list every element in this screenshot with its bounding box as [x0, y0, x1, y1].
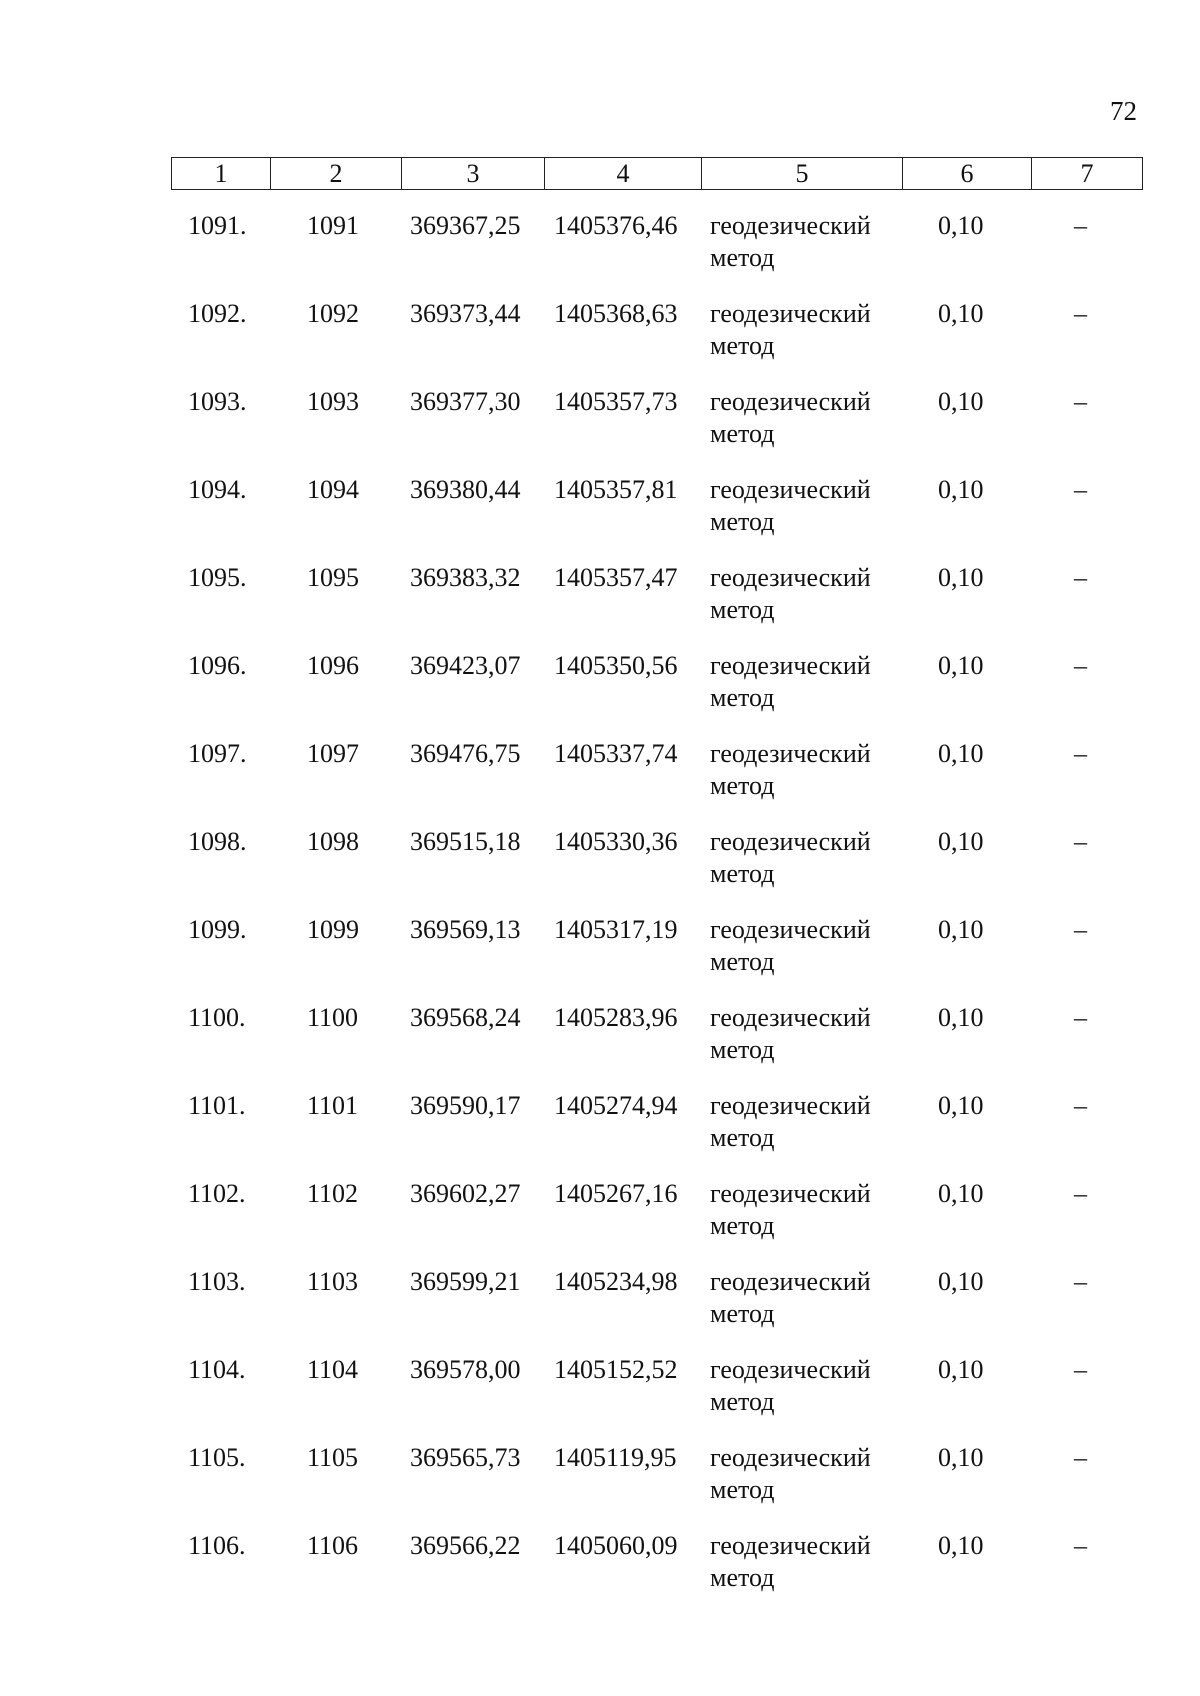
point-number-cell: 1104	[307, 1355, 359, 1384]
method-cell	[710, 1178, 871, 1242]
table-row	[0, 210, 1200, 298]
method-line-1: геодезический	[710, 1179, 871, 1208]
method-line-2: метод	[710, 1475, 775, 1504]
coordinate-x-cell: 369373,44	[410, 299, 521, 328]
coordinate-x-cell: 369515,18	[410, 827, 521, 856]
method-line-2: метод	[710, 1563, 775, 1592]
method-cell	[710, 650, 871, 714]
note-cell: –	[1074, 1091, 1087, 1120]
coordinate-x-cell: 369578,00	[410, 1355, 521, 1384]
coordinate-y-cell: 1405234,98	[554, 1267, 678, 1296]
coordinate-y-cell: 1405267,16	[554, 1179, 678, 1208]
method-line-1: геодезический	[710, 1003, 871, 1032]
coordinate-x-cell: 369380,44	[410, 475, 521, 504]
method-cell	[710, 474, 871, 538]
accuracy-cell: 0,10	[938, 827, 984, 856]
coordinate-y-cell: 1405283,96	[554, 1003, 678, 1032]
table-row	[0, 1090, 1200, 1178]
accuracy-cell: 0,10	[938, 1443, 984, 1472]
accuracy-cell: 0,10	[938, 739, 984, 768]
method-line-2: метод	[710, 595, 775, 624]
note-cell: –	[1074, 387, 1087, 416]
method-line-1: геодезический	[710, 651, 871, 680]
column-header-row	[172, 158, 1143, 190]
point-number-cell: 1094	[307, 475, 359, 504]
accuracy-cell: 0,10	[938, 915, 984, 944]
coordinate-x-cell: 369599,21	[410, 1267, 521, 1296]
coordinate-x-cell: 369476,75	[410, 739, 521, 768]
note-cell: –	[1074, 1531, 1087, 1560]
coordinate-y-cell: 1405357,73	[554, 387, 678, 416]
coordinate-y-cell: 1405060,09	[554, 1531, 678, 1560]
method-line-1: геодезический	[710, 827, 871, 856]
table-row	[0, 474, 1200, 562]
method-line-2: метод	[710, 419, 775, 448]
method-line-2: метод	[710, 947, 775, 976]
point-number-cell: 1099	[307, 915, 359, 944]
method-line-2: метод	[710, 243, 775, 272]
coordinate-x-cell: 369383,32	[410, 563, 521, 592]
note-cell: –	[1074, 827, 1087, 856]
method-line-1: геодезический	[710, 739, 871, 768]
point-number-cell: 1098	[307, 827, 359, 856]
column-header-1: 1	[172, 158, 271, 190]
method-line-2: метод	[710, 771, 775, 800]
accuracy-cell: 0,10	[938, 211, 984, 240]
method-line-2: метод	[710, 859, 775, 888]
row-number-cell: 1094.	[188, 475, 247, 504]
accuracy-cell: 0,10	[938, 1179, 984, 1208]
method-line-1: геодезический	[710, 1267, 871, 1296]
table-row	[0, 298, 1200, 386]
point-number-cell: 1103	[307, 1267, 359, 1296]
method-line-1: геодезический	[710, 563, 871, 592]
coordinate-x-cell: 369569,13	[410, 915, 521, 944]
method-line-1: геодезический	[710, 475, 871, 504]
method-line-2: метод	[710, 331, 775, 360]
method-line-2: метод	[710, 1299, 775, 1328]
row-number-cell: 1103.	[188, 1267, 246, 1296]
accuracy-cell: 0,10	[938, 651, 984, 680]
coordinate-x-cell: 369566,22	[410, 1531, 521, 1560]
accuracy-cell: 0,10	[938, 387, 984, 416]
accuracy-cell: 0,10	[938, 1531, 984, 1560]
row-number-cell: 1092.	[188, 299, 247, 328]
note-cell: –	[1074, 1003, 1087, 1032]
note-cell: –	[1074, 915, 1087, 944]
row-number-cell: 1102.	[188, 1179, 246, 1208]
coordinate-y-cell: 1405119,95	[554, 1443, 677, 1472]
point-number-cell: 1096	[307, 651, 359, 680]
point-number-cell: 1095	[307, 563, 359, 592]
method-cell	[710, 914, 871, 978]
method-cell	[710, 826, 871, 890]
coordinate-y-cell: 1405376,46	[554, 211, 678, 240]
coordinate-y-cell: 1405317,19	[554, 915, 678, 944]
method-line-1: геодезический	[710, 1091, 871, 1120]
accuracy-cell: 0,10	[938, 1267, 984, 1296]
coordinate-y-cell: 1405368,63	[554, 299, 678, 328]
table-row	[0, 826, 1200, 914]
method-cell	[710, 1530, 871, 1594]
point-number-cell: 1093	[307, 387, 359, 416]
method-cell	[710, 210, 871, 274]
row-number-cell: 1104.	[188, 1355, 246, 1384]
column-header-5: 5	[702, 158, 903, 190]
method-line-2: метод	[710, 507, 775, 536]
method-cell	[710, 1442, 871, 1506]
row-number-cell: 1106.	[188, 1531, 246, 1560]
row-number-cell: 1098.	[188, 827, 247, 856]
method-line-1: геодезический	[710, 915, 871, 944]
table-row	[0, 1266, 1200, 1354]
method-line-1: геодезический	[710, 1531, 871, 1560]
method-line-2: метод	[710, 683, 775, 712]
point-number-cell: 1092	[307, 299, 359, 328]
coordinate-y-cell: 1405357,81	[554, 475, 678, 504]
coordinate-x-cell: 369423,07	[410, 651, 521, 680]
note-cell: –	[1074, 739, 1087, 768]
point-number-cell: 1106	[307, 1531, 359, 1560]
point-number-cell: 1101	[307, 1091, 359, 1120]
column-header-7: 7	[1032, 158, 1143, 190]
table-row	[0, 1530, 1200, 1618]
method-line-2: метод	[710, 1387, 775, 1416]
accuracy-cell: 0,10	[938, 563, 984, 592]
coordinate-y-cell: 1405337,74	[554, 739, 678, 768]
table-row	[0, 1442, 1200, 1530]
column-header-4: 4	[545, 158, 702, 190]
coordinate-y-cell: 1405357,47	[554, 563, 678, 592]
row-number-cell: 1091.	[188, 211, 247, 240]
table-row	[0, 738, 1200, 826]
method-line-2: метод	[710, 1211, 775, 1240]
note-cell: –	[1074, 1443, 1087, 1472]
method-line-2: метод	[710, 1123, 775, 1152]
note-cell: –	[1074, 1355, 1087, 1384]
method-line-2: метод	[710, 1035, 775, 1064]
accuracy-cell: 0,10	[938, 1003, 984, 1032]
method-line-1: геодезический	[710, 387, 871, 416]
point-number-cell: 1091	[307, 211, 359, 240]
column-header-table	[171, 157, 1143, 190]
row-number-cell: 1101.	[188, 1091, 246, 1120]
method-cell	[710, 1354, 871, 1418]
accuracy-cell: 0,10	[938, 299, 984, 328]
point-number-cell: 1097	[307, 739, 359, 768]
row-number-cell: 1093.	[188, 387, 247, 416]
note-cell: –	[1074, 299, 1087, 328]
method-line-1: геодезический	[710, 211, 871, 240]
table-row	[0, 1354, 1200, 1442]
method-cell	[710, 1090, 871, 1154]
method-cell	[710, 738, 871, 802]
method-cell	[710, 1002, 871, 1066]
note-cell: –	[1074, 651, 1087, 680]
table-row	[0, 562, 1200, 650]
row-number-cell: 1097.	[188, 739, 247, 768]
note-cell: –	[1074, 1267, 1087, 1296]
accuracy-cell: 0,10	[938, 475, 984, 504]
row-number-cell: 1099.	[188, 915, 247, 944]
note-cell: –	[1074, 1179, 1087, 1208]
coordinate-x-cell: 369367,25	[410, 211, 521, 240]
method-cell	[710, 386, 871, 450]
accuracy-cell: 0,10	[938, 1091, 984, 1120]
note-cell: –	[1074, 475, 1087, 504]
table-row	[0, 650, 1200, 738]
column-header-2: 2	[271, 158, 402, 190]
method-line-1: геодезический	[710, 1443, 871, 1472]
column-header-6: 6	[903, 158, 1032, 190]
coordinate-y-cell: 1405350,56	[554, 651, 678, 680]
note-cell: –	[1074, 563, 1087, 592]
table-row	[0, 1178, 1200, 1266]
table-row	[0, 1002, 1200, 1090]
note-cell: –	[1074, 211, 1087, 240]
coordinate-x-cell: 369568,24	[410, 1003, 521, 1032]
method-cell	[710, 298, 871, 362]
coordinate-x-cell: 369590,17	[410, 1091, 521, 1120]
point-number-cell: 1100	[307, 1003, 359, 1032]
point-number-cell: 1102	[307, 1179, 359, 1208]
method-line-1: геодезический	[710, 1355, 871, 1384]
accuracy-cell: 0,10	[938, 1355, 984, 1384]
coordinate-x-cell: 369377,30	[410, 387, 521, 416]
method-cell	[710, 1266, 871, 1330]
method-line-1: геодезический	[710, 299, 871, 328]
coordinate-y-cell: 1405330,36	[554, 827, 678, 856]
coordinate-x-cell: 369602,27	[410, 1179, 521, 1208]
method-cell	[710, 562, 871, 626]
row-number-cell: 1105.	[188, 1443, 246, 1472]
table-row	[0, 386, 1200, 474]
table-row	[0, 914, 1200, 1002]
coordinate-y-cell: 1405152,52	[554, 1355, 678, 1384]
column-header-3: 3	[402, 158, 545, 190]
coordinate-x-cell: 369565,73	[410, 1443, 521, 1472]
row-number-cell: 1096.	[188, 651, 247, 680]
row-number-cell: 1100.	[188, 1003, 246, 1032]
point-number-cell: 1105	[307, 1443, 359, 1472]
page-number: 72	[1110, 96, 1137, 126]
row-number-cell: 1095.	[188, 563, 247, 592]
coordinate-y-cell: 1405274,94	[554, 1091, 678, 1120]
